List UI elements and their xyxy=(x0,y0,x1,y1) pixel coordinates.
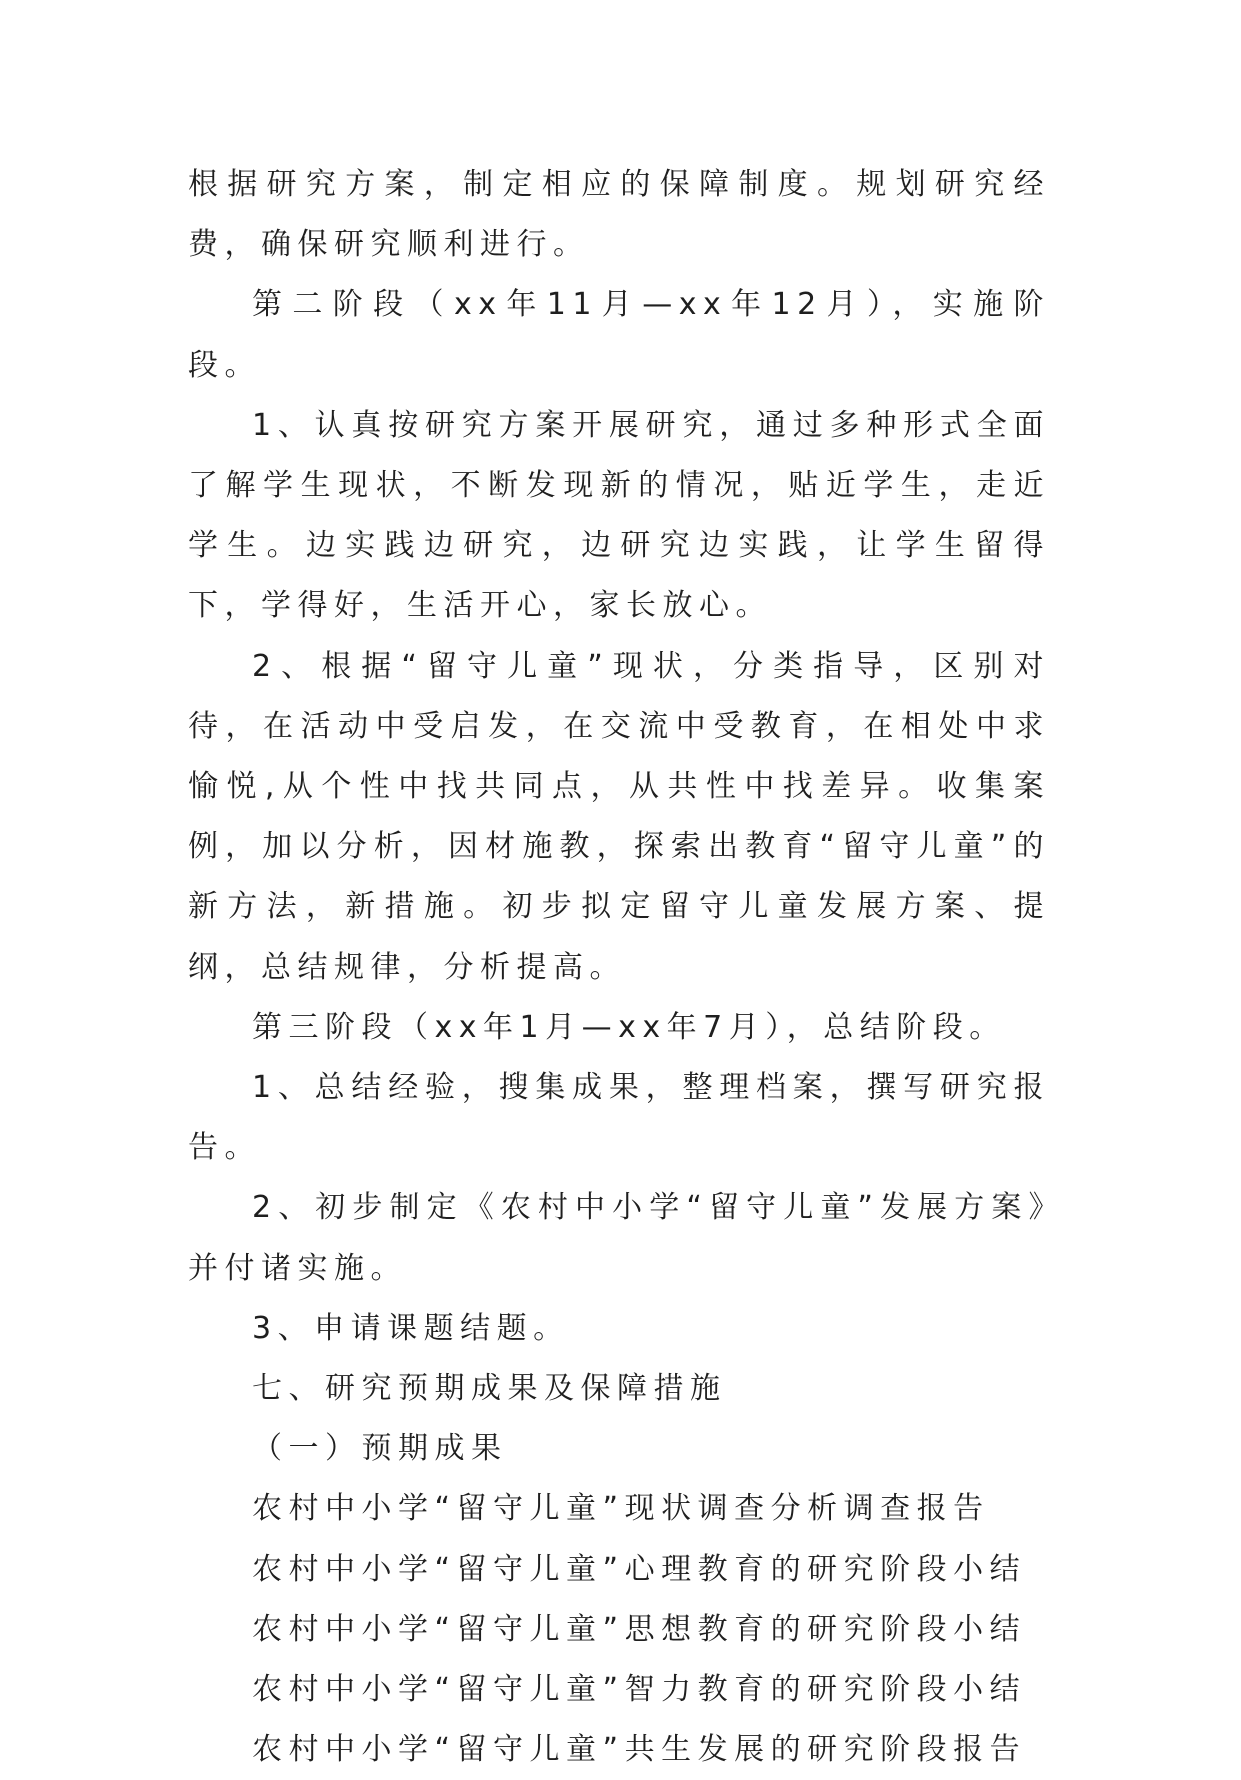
paragraph-stage-three-item-3: 3、申请课题结题。 xyxy=(252,1310,570,1346)
paragraph-stage-two-item-1: 1、认真按研究方案开展研究，通过多种形式全面了解学生现状，不断发现新的情况，贴近学生，走近学生。边实践边研究，边研究边实践，让学生留得下，学得好，生活开心，家长放心。 xyxy=(188,407,1050,624)
paragraph-stage-three-item-2: 2、初步制定《农村中小学“留守儿童”发展方案》并付诸实施。 xyxy=(188,1190,1050,1286)
result-item-psychological-education: 农村中小学“留守儿童”心理教育的研究阶段小结 xyxy=(252,1551,1027,1587)
subsection-heading-expected-results: （一）预期成果 xyxy=(252,1431,508,1467)
result-item-survey-report: 农村中小学“留守儿童”现状调查分析调查报告 xyxy=(252,1491,990,1527)
paragraph-stage-three-item-1: 1、总结经验，搜集成果，整理档案，撰写研究报告。 xyxy=(188,1070,1050,1166)
section-heading-seven: 七、研究预期成果及保障措施 xyxy=(252,1371,727,1407)
paragraph-stage-two-item-2: 2、根据“留守儿童”现状，分类指导，区别对待，在活动中受启发，在交流中受教育，在相处中求愉悦,从个性中找共同点，从共性中找差异。收集案例，加以分析，因材施教，探索出教育“留守儿童”的新方法，新措施。初步拟定留守儿童发展方案、提纲，总结规律，分析提高。 xyxy=(188,648,1050,985)
paragraph-funding: 根据研究方案，制定相应的保障制度。规划研究经费，确保研究顺利进行。 xyxy=(188,167,1050,263)
document-body xyxy=(188,155,1050,1780)
result-item-symbiotic-development: 农村中小学“留守儿童”共生发展的研究阶段报告 xyxy=(252,1732,1027,1768)
result-item-ideological-education: 农村中小学“留守儿童”思想教育的研究阶段小结 xyxy=(252,1611,1027,1647)
heading-stage-three: 第三阶段（xx年1月—xx年7月），总结阶段。 xyxy=(252,1009,1006,1045)
result-item-intellectual-education: 农村中小学“留守儿童”智力教育的研究阶段小结 xyxy=(252,1672,1027,1708)
heading-stage-two: 第二阶段（xx年11月—xx年12月），实施阶段。 xyxy=(188,287,1050,383)
